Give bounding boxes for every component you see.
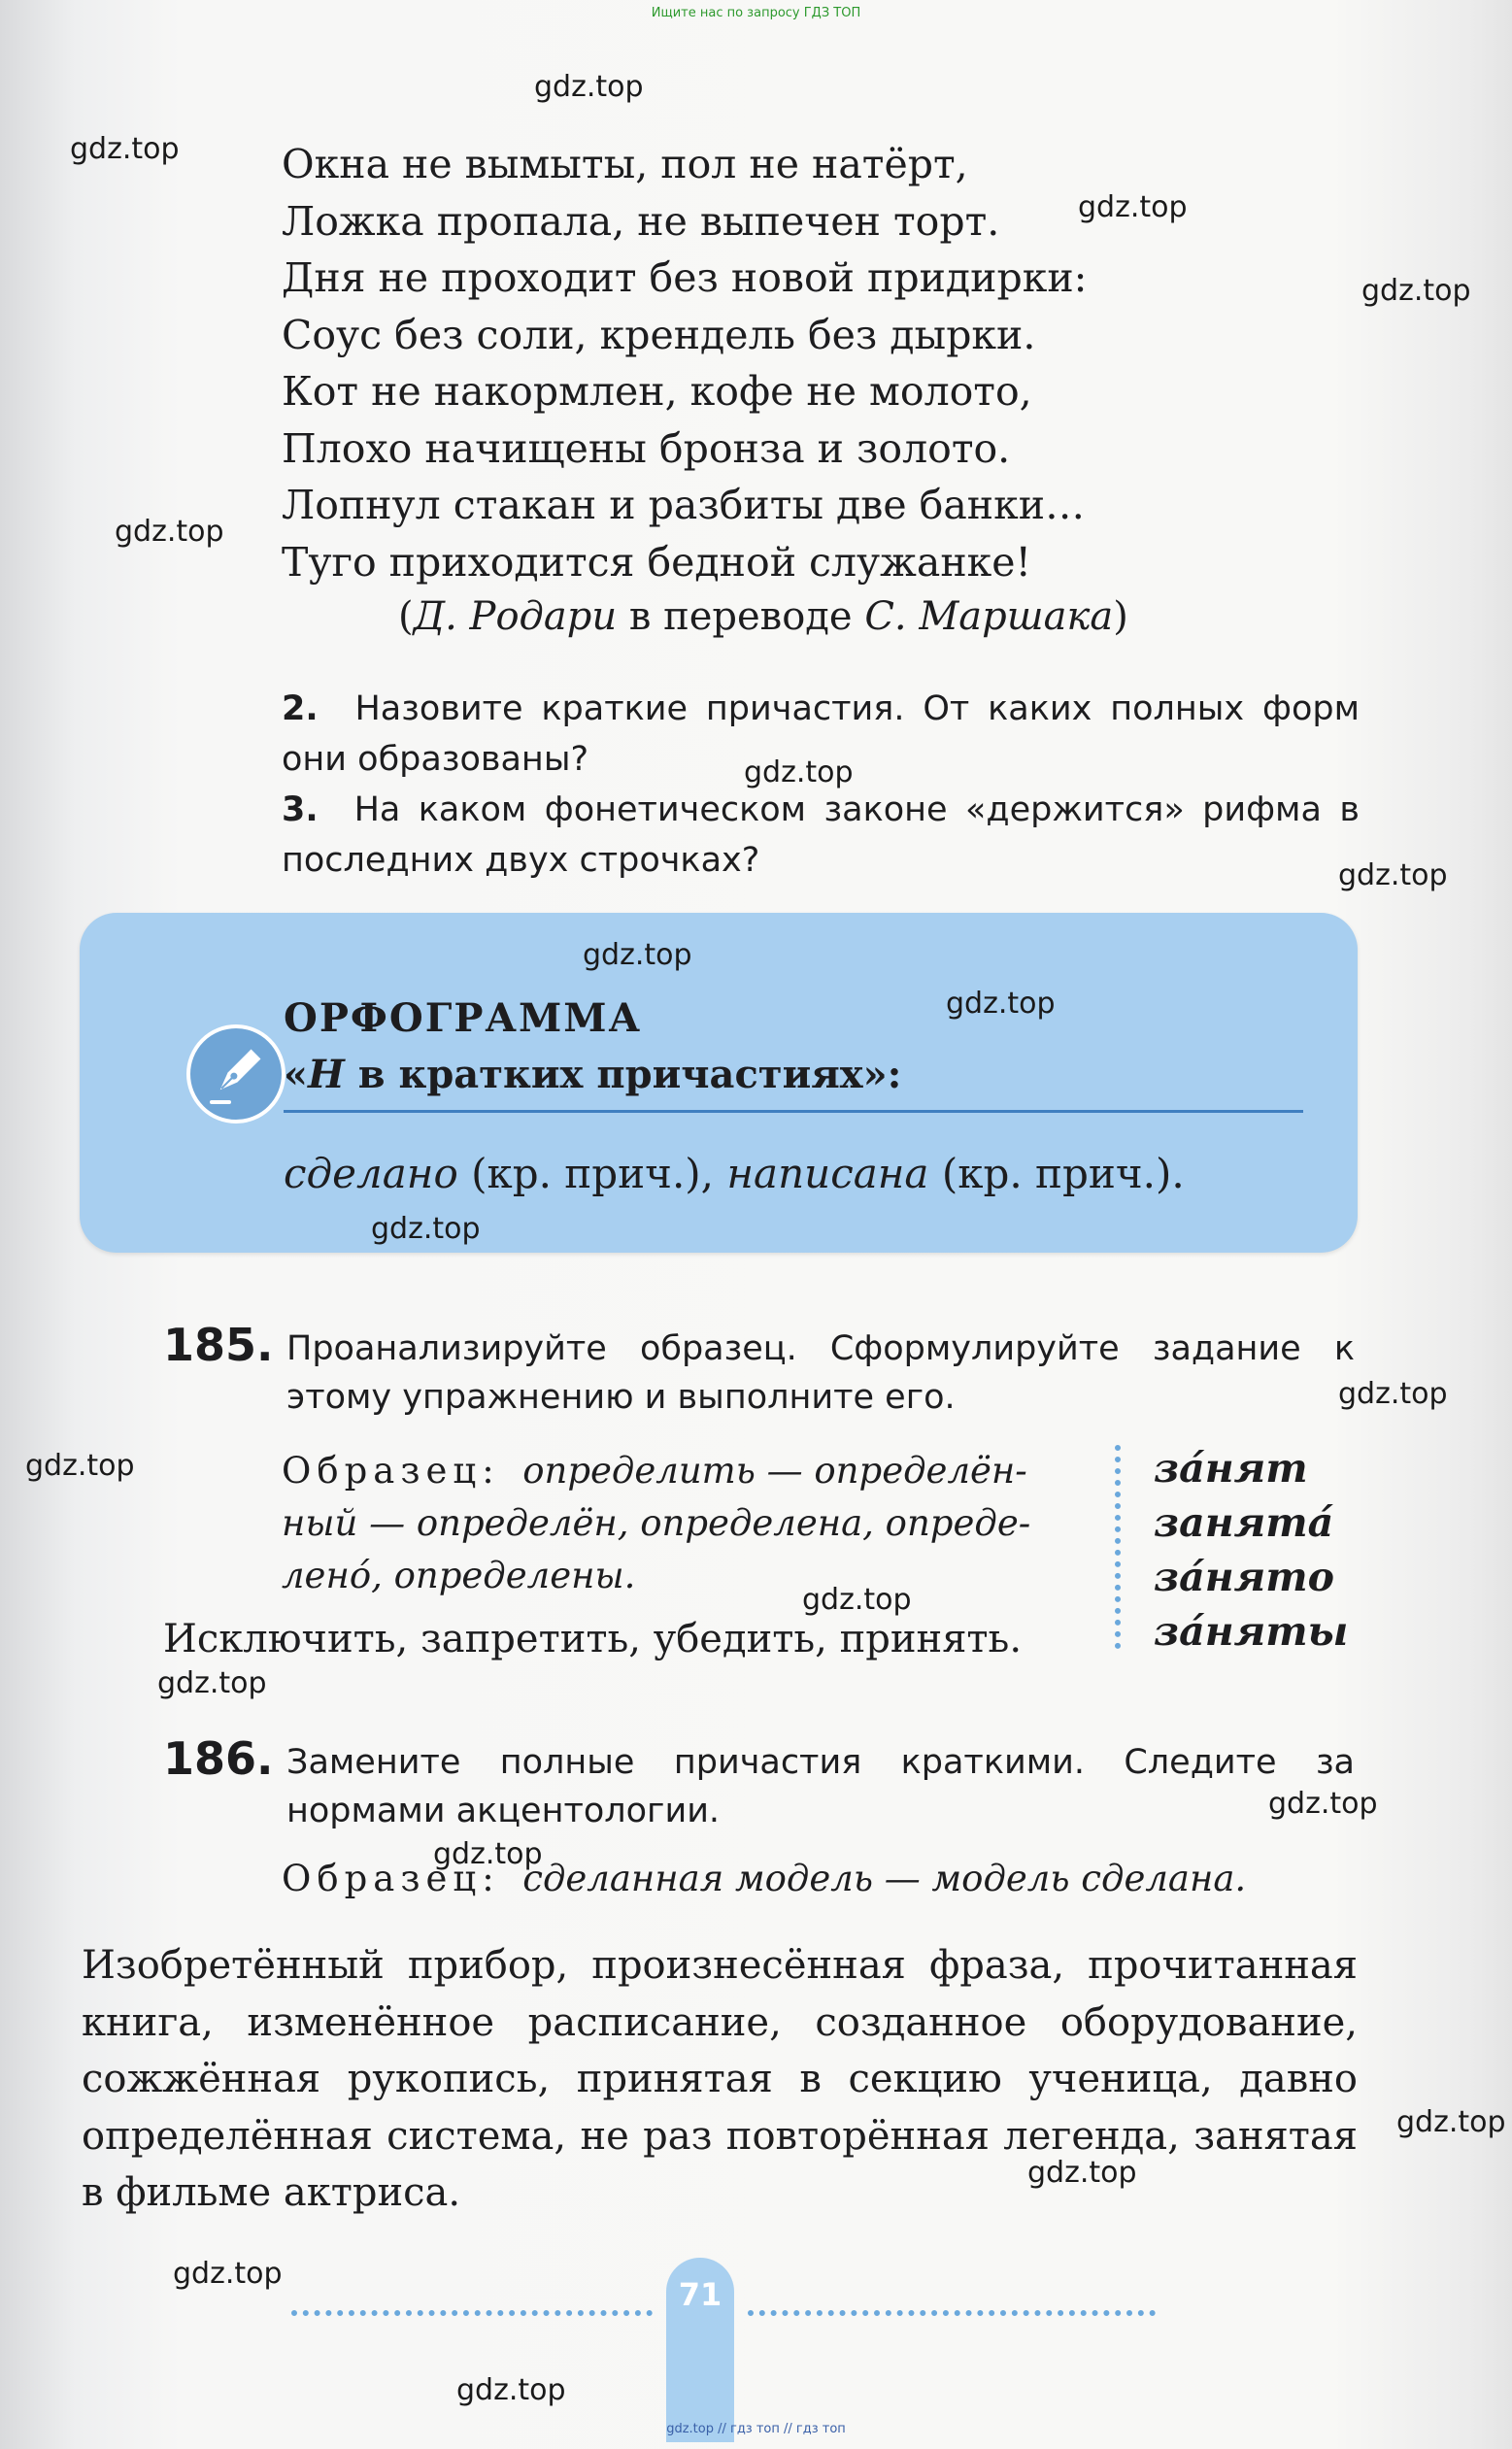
stress-word: за́нято: [1154, 1554, 1334, 1600]
watermark: gdz.top: [1338, 858, 1448, 892]
rule-example: [284, 1150, 1185, 1197]
bottom-links[interactable]: gdz.top // гдз топ // гдз топ: [666, 2422, 846, 2436]
exercise-instruction: Замените полные причастия краткими. Следите за нормами акцентологии.: [286, 1743, 1355, 1830]
task-text: Назовите краткие причастия. От каких полных форм они образованы?: [282, 689, 1360, 779]
task-number: 3.: [282, 790, 319, 829]
exercise-number: 185.: [163, 1319, 274, 1371]
dotted-separator: [1115, 1445, 1126, 1649]
example-word: написана: [726, 1150, 929, 1197]
sample-label: Образец:: [282, 1858, 500, 1899]
watermark: gdz.top: [456, 2373, 566, 2407]
poem-line: Лопнул стакан и разбиты две банки…: [282, 482, 1086, 528]
example-word: сделано: [284, 1150, 458, 1197]
watermark: gdz.top: [1268, 1787, 1378, 1821]
stress-word: занята́: [1154, 1499, 1334, 1546]
watermark: gdz.top: [802, 1583, 912, 1617]
watermark: gdz.top: [1078, 190, 1188, 224]
rule-divider: [284, 1110, 1303, 1113]
paren-close: ): [1113, 594, 1128, 639]
quote-open: «: [284, 1052, 308, 1097]
watermark: gdz.top: [534, 70, 644, 104]
watermark: gdz.top: [371, 1212, 481, 1246]
poem-line: Дня не проходит без новой придирки:: [282, 254, 1088, 301]
paren-open: (: [398, 594, 414, 639]
rule-subtitle-rest: в кратких причастиях»:: [344, 1052, 902, 1097]
poem-line: Кот не накормлен, кофе не молото,: [282, 368, 1032, 415]
exercise-body: Изобретённый прибор, произнесённая фраза, прочитанная книга, изменённое расписание, созданное оборудование, сожжённая рукопись, принятая в секцию ученица, давно определённая система, не раз повторённая легенда, занятая в фильме актриса.: [82, 1943, 1358, 2215]
page-dotline-right: [748, 2310, 1156, 2316]
exercise-number: 186.: [163, 1732, 274, 1785]
pen-nib-icon-graphic: [190, 1028, 282, 1120]
sample-text: ный — определён, определена, опреде-: [282, 1502, 1031, 1544]
watermark: gdz.top: [1338, 1377, 1448, 1411]
poem-line: Окна не вымыты, пол не натёрт,: [282, 141, 968, 187]
poem-author: Д. Родари: [413, 594, 618, 639]
exercise-instruction: Проанализируйте образец. Сформулируйте задание к этому упражнению и выполните его.: [286, 1329, 1355, 1417]
watermark: gdz.top: [583, 938, 692, 972]
sample-text: лено́, определены.: [282, 1555, 636, 1596]
poem: [282, 136, 1156, 590]
watermark: gdz.top: [115, 515, 224, 549]
exercise-sample: [282, 1445, 1097, 1602]
stress-word: за́нят: [1154, 1445, 1308, 1492]
pen-nib-icon: [186, 1024, 286, 1124]
watermark: gdz.top: [1396, 2105, 1506, 2139]
task-text: На каком фонетическом законе «держится» рифма в последних двух строчках?: [282, 790, 1360, 880]
poem-line: Туго приходится бедной служанке!: [282, 538, 1032, 586]
exercise-words: Исключить, запретить, убедить, принять.: [163, 1617, 1023, 1661]
example-note: (кр. прич.).: [928, 1150, 1185, 1197]
poem-line: Соус без соли, крендель без дырки.: [282, 311, 1036, 358]
rule-title: ОРФОГРАММА: [284, 995, 643, 1041]
watermark: gdz.top: [946, 987, 1056, 1021]
page-number: 71: [678, 2276, 722, 2313]
stress-examples: [1154, 1441, 1348, 1659]
poem-translator: С. Маршака: [864, 594, 1114, 639]
sample-text: сделанная модель — модель сделана.: [522, 1858, 1247, 1899]
watermark: gdz.top: [744, 755, 854, 789]
watermark: gdz.top: [70, 132, 180, 166]
poem-attribution: [398, 594, 1128, 639]
poem-line: Плохо начищены бронза и золото.: [282, 424, 1011, 472]
watermark: gdz.top: [157, 1666, 267, 1700]
watermark: gdz.top: [173, 2257, 283, 2291]
stress-word: за́няты: [1154, 1608, 1349, 1655]
sample-text: определить — определён-: [522, 1450, 1027, 1492]
sample-label: Образец:: [282, 1450, 500, 1492]
rule-letter: Н: [308, 1052, 345, 1097]
task-number: 2.: [282, 689, 319, 728]
task-3: [282, 785, 1360, 886]
attribution-mid: в переводе: [617, 594, 865, 639]
rule-subtitle: [284, 1052, 901, 1097]
watermark: gdz.top: [1361, 274, 1471, 308]
poem-line: Ложка пропала, не выпечен торт.: [282, 197, 1000, 245]
page-dotline-left: [291, 2310, 653, 2316]
example-note: (кр. прич.),: [457, 1150, 727, 1197]
watermark: gdz.top: [433, 1837, 543, 1871]
top-search-link[interactable]: Ищите нас по запросу ГДЗ ТОП: [651, 6, 861, 20]
watermark: gdz.top: [1027, 2156, 1137, 2190]
watermark: gdz.top: [25, 1449, 135, 1483]
